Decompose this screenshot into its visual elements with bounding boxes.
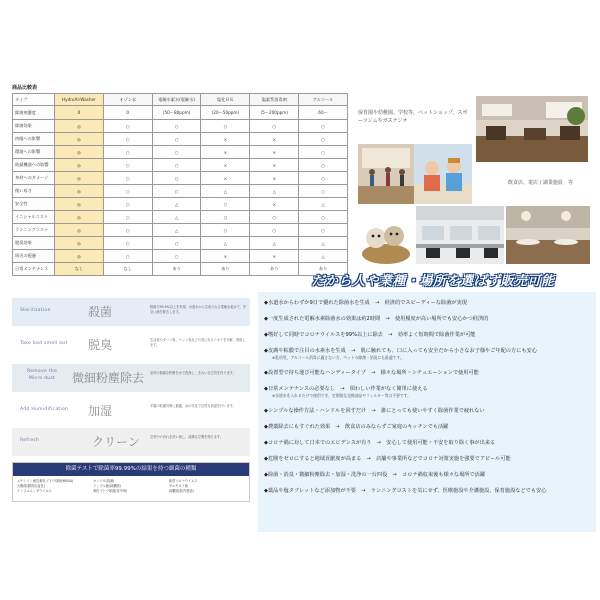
row-label: 安全性 [13, 198, 55, 211]
row-label: 防錆機器への影響 [13, 159, 55, 172]
cafe-photo [476, 96, 588, 162]
table-cell: × [250, 159, 299, 172]
function-en-label: Take bad smell out [20, 341, 68, 346]
table-cell: ○ [299, 159, 348, 172]
table-cell: △ [152, 198, 201, 211]
benefit-item: ◆嗜好して同時でコロナウイルスを99%以上に除去 → 効率よく短時間で除菌作業が可能 [264, 332, 476, 338]
table-cell: ○ [299, 146, 348, 159]
function-en-label: Sterilization [20, 308, 51, 313]
bacteria-list-heading: 除菌テストで除菌率99.99%の結果を持つ細菌の種類 [13, 463, 249, 476]
function-row-sterilization [12, 298, 250, 326]
function-jp-label: クリーン [92, 435, 140, 449]
headline-banner: だから人や業種・場所を選ばず販売可能 [311, 274, 555, 289]
table-cell: △ [201, 185, 250, 198]
row-label: 環境への影響 [13, 146, 55, 159]
table-cell: △ [299, 250, 348, 263]
benefit-item: ◆農薬除去にもすぐれた効果 → 飲食店のみならずご家庭のキッチンでも活躍 [264, 424, 449, 430]
table-cell: ○ [152, 159, 201, 172]
table-cell: ○ [201, 198, 250, 211]
row-label: 除菌剤濃度 [13, 106, 55, 120]
table-cell: × [250, 146, 299, 159]
benefit-item: ◆薬品や塩タブレットなど添加物が不要 → ランニングコストを気にせず、医療施設や介護施設、保育施設などでも安心 [264, 488, 547, 494]
table-cell: あり [152, 263, 201, 276]
function-row-dust [12, 364, 250, 392]
bacteria-item: メチシリン耐性黄色ブドウ球菌(MRSA) [17, 479, 74, 483]
header-bk: 塩化ＢＫ [201, 94, 250, 106]
row-label: 肉眼への影響 [13, 133, 55, 146]
bacteria-item: カンジダ(真菌) [93, 479, 115, 483]
table-cell: ○ [103, 198, 152, 211]
table-cell: △ [250, 185, 299, 198]
table-row [13, 120, 348, 133]
table-cell: ○ [299, 172, 348, 185]
benefit-item: ◆除菌・消臭・微細粉塵除去・加湿・洗浄の一台四役 → コロナ禍収束後も様々な場所で活躍 [264, 472, 486, 478]
table-cell: ○ [299, 211, 348, 224]
table-row [13, 198, 348, 211]
benefit-item: ◆シンプルな操作方法・ハンドルを回すだけ → 誰にとっても使いやすく除菌作業で疲れない [264, 408, 485, 414]
table-cell: ◎ [55, 146, 104, 159]
function-en-label: Remove the Micro dust [26, 369, 58, 381]
table-cell: ○ [201, 120, 250, 133]
header-chlorine: 塩素系消毒剤 [250, 94, 299, 106]
table-row [13, 237, 348, 250]
row-label: 使い易さ [13, 185, 55, 198]
table-cell: ◎ [55, 172, 104, 185]
table-cell: ◎ [55, 120, 104, 133]
benefit-item: ◆日常メンテナンスの必要なし → 煩わしい作業がなく簡単に使える [264, 386, 428, 392]
table-header-row [13, 94, 348, 106]
table-cell: ○ [103, 250, 152, 263]
function-jp-label: 加湿 [88, 404, 113, 418]
table-row [13, 172, 348, 185]
table-cell: × [201, 133, 250, 146]
bacteria-column [17, 479, 93, 494]
table-cell: なし [103, 263, 152, 276]
table-row [13, 250, 348, 263]
table-cell: ○ [299, 133, 348, 146]
table-cell: ○ [103, 159, 152, 172]
table-cell: (50〜80ppm) [152, 106, 201, 120]
function-row-humidify [12, 397, 250, 425]
places-top-text: 保育園や幼稚園、学校等、ペットショップ、スポーツジムやガステジオ [358, 110, 468, 124]
table-cell: × [201, 250, 250, 263]
function-en-label: Add Humidification [20, 407, 69, 412]
table-row [13, 159, 348, 172]
table-cell: △ [299, 237, 348, 250]
restaurant-photo [506, 206, 590, 264]
table-cell: △ [152, 224, 201, 237]
header-ozone: オゾン水 [103, 94, 152, 106]
function-jp-label: 殺菌 [88, 305, 113, 319]
table-cell: × [250, 198, 299, 211]
table-cell: ○ [152, 185, 201, 198]
bacteria-list-box [12, 462, 250, 502]
table-cell: ◎ [55, 224, 104, 237]
header-type: タイプ [13, 94, 55, 106]
bacteria-column [93, 479, 169, 494]
row-label: ランニングコスト [13, 224, 55, 237]
table-row [13, 133, 348, 146]
table-cell: ◎ [55, 211, 104, 224]
table-cell: × [201, 146, 250, 159]
table-row [13, 106, 348, 120]
table-cell: あり [299, 263, 348, 276]
table-cell: 0 [55, 106, 104, 120]
table-cell: ○ [299, 120, 348, 133]
table-cell: × [250, 133, 299, 146]
table-cell: 0 [103, 106, 152, 120]
table-cell: ○ [152, 237, 201, 250]
table-cell: ○ [103, 224, 152, 237]
table-cell: ○ [250, 120, 299, 133]
table-cell: ○ [103, 237, 152, 250]
table-cell: × [201, 159, 250, 172]
table-cell: × [250, 172, 299, 185]
table-cell: (5〜200ppm) [250, 106, 299, 120]
table-cell: ○ [152, 120, 201, 133]
students-photo [414, 144, 472, 204]
table-title: 商品比較表 [12, 85, 38, 91]
table-cell: ○ [299, 185, 348, 198]
function-description: 室内の微細な粉塵を水で洗浄し、きれいな空気を作ります。 [150, 371, 236, 375]
table-cell: ○ [152, 172, 201, 185]
benefit-item: ◆設置型で持ち運び可能なハンディータイプ → 様々な場所・シチュエーションで使用可能 [264, 370, 479, 376]
benefit-note: ※乳幼児、アルコール消毒に適さない方、ペットの除菌・消臭にも最適です。 [272, 355, 404, 360]
function-jp-label: 微細粉塵除去 [72, 371, 145, 385]
table-cell: ○ [103, 146, 152, 159]
benefit-item: ◆一度生成された電解水素除菌水の効果は約2時間 → 使用頻度が高い場所でも安心かつ経済的 [264, 316, 489, 322]
table-cell: ◎ [55, 198, 104, 211]
table-cell: ○ [152, 133, 201, 146]
dogs-photo [358, 206, 414, 266]
benefit-item: ◆危険をゼロにすると地域貢献度が高まる → 店舗や事業所などでコロナ対策実施を強要でアピール可能 [264, 456, 511, 462]
table-cell: ○ [103, 133, 152, 146]
table-cell: ○ [103, 172, 152, 185]
yoga-class-photo [358, 144, 414, 204]
function-description: 除菌力99.9%以上を実現。水道水から生成される電解水素水で、安全に菌を除去します。 [150, 305, 247, 315]
header-hydroairwasher: HydroAirWasher [55, 94, 104, 106]
bacteria-item: サルモネラ菌 [169, 483, 188, 488]
comparison-table [12, 93, 348, 276]
table-cell: ◎ [55, 159, 104, 172]
table-cell: × [250, 250, 299, 263]
bacteria-item: 黄色ブドウ球菌(食中毒) [93, 488, 128, 493]
office-photo [416, 206, 504, 264]
row-label: イニシャルコスト [13, 211, 55, 224]
table-cell: ○ [103, 120, 152, 133]
function-jp-label: 脱臭 [88, 338, 113, 352]
table-cell: △ [201, 237, 250, 250]
table-cell: 60〜 [299, 106, 348, 120]
table-cell: ○ [152, 250, 201, 263]
benefit-note: ※水道水を入れるだけで使用でき、定期的な交換部品やフィルター等は不要です。 [272, 393, 411, 398]
row-label: 身材へのダメージ [13, 172, 55, 185]
table-row [13, 185, 348, 198]
table-cell: あり [250, 263, 299, 276]
table-cell: △ [299, 198, 348, 211]
bacteria-item: インフルエンザウイルス [17, 488, 52, 493]
function-en-label: Refresh [20, 438, 40, 443]
table-cell: なし [55, 263, 104, 276]
header-alcohol: アルコール [299, 94, 348, 106]
function-row-deodorize [12, 331, 250, 359]
bacteria-column [169, 479, 245, 494]
table-cell: × [201, 172, 250, 185]
table-cell: △ [152, 211, 201, 224]
bacteria-item: 大腸菌(腸管出血性) [17, 483, 45, 488]
benefits-panel [258, 292, 596, 532]
table-cell: ◎ [55, 185, 104, 198]
table-cell: ◎ [55, 237, 104, 250]
bacteria-item: ランブル菌(緑膿菌) [93, 483, 121, 488]
places-bottom-text: 飲食店、電店 / 調業施設 等 [508, 180, 573, 186]
benefit-item: ◆水道水からわずか9日で優れた除菌水を生成 → 経済的でスピーディーな除菌が実現 [264, 300, 467, 306]
row-label: 日常メンテナンス [13, 263, 55, 276]
row-label: 除菌効果 [13, 120, 55, 133]
function-description: 冬場の乾燥対策に最適。水の気化で自然な加湿を行います。 [150, 404, 236, 408]
bacteria-item: 緑膿菌(院内感染) [169, 488, 194, 493]
row-label: 脱臭効果 [13, 237, 55, 250]
table-cell: (20〜50ppm) [201, 106, 250, 120]
table-cell: あり [201, 263, 250, 276]
table-cell: △ [250, 237, 299, 250]
table-cell: ○ [250, 211, 299, 224]
table-cell: ○ [201, 211, 250, 224]
function-description: 空気中の汚れを洗い流し、清潔な空間を保ちます。 [150, 435, 224, 439]
function-row-refresh [12, 428, 250, 456]
table-cell: ◎ [55, 133, 104, 146]
table-row [13, 224, 348, 237]
table-cell: ○ [152, 146, 201, 159]
table-cell: ○ [201, 224, 250, 237]
table-cell: ○ [299, 224, 348, 237]
row-label: 周辺の配慮 [13, 250, 55, 263]
table-cell: ○ [103, 211, 152, 224]
table-row [13, 146, 348, 159]
table-cell: ○ [250, 224, 299, 237]
bacteria-item: 新型コロナウイルス [169, 479, 198, 483]
header-electrolyzed: 電解水素水(電解水) [152, 94, 201, 106]
table-row [13, 211, 348, 224]
table-cell: ○ [103, 185, 152, 198]
table-cell: ◎ [55, 250, 104, 263]
benefit-item: ◆コロナ禍に対して日本でのエビデンスが有り → 安心して使用可能・不安を取り除く事が出来る [264, 440, 496, 446]
function-description: 生活臭やタバコ臭、ペット臭などの気になるニオイを分解、消臭します。 [150, 338, 246, 348]
benefit-item: ◆皮膚や粘膜で注目の水素水を生成 → 肌に触れても、口に入っても安全だから小さなお子様やご年配の方にも安心 [264, 348, 537, 354]
